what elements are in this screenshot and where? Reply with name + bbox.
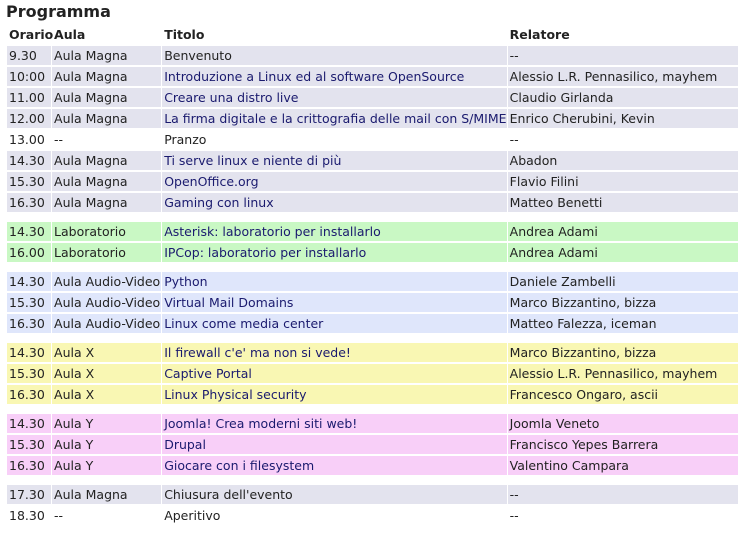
speaker-cell: -- <box>509 508 519 523</box>
room-cell: Laboratorio <box>52 243 161 262</box>
title-cell <box>162 172 506 191</box>
title-cell: Chiusura dell'evento <box>162 485 506 504</box>
room-cell: Aula Magna <box>52 193 161 212</box>
time-cell: 16.30 <box>7 456 51 475</box>
table-row <box>7 343 738 362</box>
time-cell: 14.30 <box>7 414 51 433</box>
title-cell <box>162 343 506 362</box>
time-cell: 16.30 <box>7 314 51 333</box>
schedule-body <box>7 46 738 525</box>
room-cell: Aula Magna <box>52 88 161 107</box>
time-cell: 18.30 <box>9 508 45 523</box>
table-row <box>7 293 738 312</box>
title-cell: Benvenuto <box>162 46 506 65</box>
speaker-cell: -- <box>509 132 519 147</box>
speaker-cell: -- <box>508 46 738 65</box>
table-row <box>7 130 738 149</box>
talk-link[interactable]: Introduzione a Linux ed al software OpenSource <box>164 69 465 84</box>
title-cell <box>162 293 506 312</box>
title-cell <box>162 364 506 383</box>
table-row <box>7 435 738 454</box>
talk-link[interactable]: Creare una distro live <box>164 90 299 105</box>
title-cell <box>162 314 506 333</box>
table-row <box>7 485 738 504</box>
talk-link[interactable]: Virtual Mail Domains <box>164 295 294 310</box>
time-cell: 16.00 <box>7 243 51 262</box>
title-cell <box>162 272 506 291</box>
room-cell: Aula X <box>52 385 161 404</box>
spacer-cell <box>508 406 738 412</box>
time-cell: 15.30 <box>7 172 51 191</box>
talk-link[interactable]: Joomla! Crea moderni siti web! <box>164 416 358 431</box>
talk-link[interactable]: Linux come media center <box>164 316 324 331</box>
table-row <box>7 385 738 404</box>
title-cell <box>162 414 506 433</box>
speaker-cell: Francesco Ongaro, ascii <box>508 385 738 404</box>
spacer-cell <box>508 214 738 220</box>
spacer-cell <box>7 335 51 341</box>
schedule-table <box>6 22 739 527</box>
page-title: Programma <box>6 2 111 21</box>
spacer-cell <box>7 406 51 412</box>
talk-link[interactable]: Ti serve linux e niente di più <box>164 153 342 168</box>
speaker-cell: Andrea Adami <box>508 222 738 241</box>
header-row <box>7 24 738 44</box>
table-row <box>7 414 738 433</box>
time-cell: 14.30 <box>7 151 51 170</box>
room-cell: Aula Magna <box>52 151 161 170</box>
time-cell: 16.30 <box>7 193 51 212</box>
time-cell: 15.30 <box>7 435 51 454</box>
column-header-title: Titolo <box>164 26 205 42</box>
speaker-cell: Marco Bizzantino, bizza <box>508 293 738 312</box>
title-cell <box>162 243 506 262</box>
group-spacer <box>7 264 738 270</box>
talk-link[interactable]: Asterisk: laboratorio per installarlo <box>164 224 381 239</box>
table-row <box>7 314 738 333</box>
speaker-cell: Alessio L.R. Pennasilico, mayhem <box>508 67 738 86</box>
title-cell <box>162 151 506 170</box>
table-row <box>7 222 738 241</box>
table-row <box>7 172 738 191</box>
talk-link[interactable]: OpenOffice.org <box>164 174 259 189</box>
time-cell: 12.00 <box>7 109 51 128</box>
spacer-cell <box>52 406 161 412</box>
group-spacer <box>7 406 738 412</box>
title-cell <box>162 88 506 107</box>
time-cell: 9.30 <box>7 46 51 65</box>
speaker-cell: Matteo Benetti <box>508 193 738 212</box>
speaker-cell: Flavio Filini <box>508 172 738 191</box>
room-cell: Aula Audio-Video <box>54 274 161 289</box>
room-cell: Aula Y <box>52 435 161 454</box>
title-cell <box>162 109 506 128</box>
time-cell: 15.30 <box>7 293 51 312</box>
table-row <box>7 193 738 212</box>
table-header <box>7 24 738 44</box>
title-cell <box>162 435 506 454</box>
title-cell <box>162 456 506 475</box>
room-cell: Aula Magna <box>52 67 161 86</box>
spacer-cell <box>52 214 161 220</box>
talk-link[interactable]: Giocare con i filesystem <box>164 458 315 473</box>
table-row <box>7 272 738 291</box>
spacer-cell <box>52 335 161 341</box>
time-cell: 16.30 <box>7 385 51 404</box>
spacer-cell <box>7 477 51 483</box>
title-cell <box>162 193 506 212</box>
spacer-cell <box>52 264 161 270</box>
time-cell: 14.30 <box>7 272 51 291</box>
room-cell: Aula Audio-Video <box>54 295 161 310</box>
table-row <box>7 109 738 128</box>
time-cell: 17.30 <box>7 485 51 504</box>
table-row <box>7 364 738 383</box>
talk-link[interactable]: Linux Physical security <box>164 387 307 402</box>
talk-link[interactable]: Python <box>164 274 208 289</box>
speaker-cell: Valentino Campara <box>508 456 738 475</box>
room-cell: Aula Audio-Video <box>54 316 161 331</box>
group-spacer <box>7 477 738 483</box>
spacer-cell <box>7 264 51 270</box>
table-row <box>7 456 738 475</box>
table-row <box>7 243 738 262</box>
talk-link[interactable]: Drupal <box>164 437 206 452</box>
speaker-cell: Enrico Cherubini, Kevin <box>508 109 738 128</box>
spacer-cell <box>7 214 51 220</box>
spacer-cell <box>162 335 506 341</box>
talk-link[interactable]: Captive Portal <box>164 366 252 381</box>
table-row <box>7 151 738 170</box>
speaker-cell: Joomla Veneto <box>508 414 738 433</box>
table-row <box>7 46 738 65</box>
column-header-speaker: Relatore <box>509 26 570 42</box>
time-cell: 14.30 <box>7 343 51 362</box>
speaker-cell: Francisco Yepes Barrera <box>508 435 738 454</box>
table-row <box>7 506 738 525</box>
spacer-cell <box>508 264 738 270</box>
speaker-cell: Alessio L.R. Pennasilico, mayhem <box>508 364 738 383</box>
speaker-cell: -- <box>508 485 738 504</box>
column-header-time: Orario <box>9 26 54 42</box>
time-cell: 14.30 <box>7 222 51 241</box>
time-cell: 13.00 <box>9 132 45 147</box>
time-cell: 10:00 <box>7 67 51 86</box>
group-spacer <box>7 335 738 341</box>
room-cell: -- <box>54 132 64 147</box>
speaker-cell: Andrea Adami <box>508 243 738 262</box>
talk-link[interactable]: Il firewall c'e' ma non si vede! <box>164 345 351 360</box>
title-cell <box>162 222 506 241</box>
table-row <box>7 67 738 86</box>
spacer-cell <box>508 477 738 483</box>
time-cell: 15.30 <box>7 364 51 383</box>
room-cell: -- <box>54 508 64 523</box>
room-cell: Aula Y <box>52 456 161 475</box>
talk-link[interactable]: La firma digitale e la crittografia delle mail con S/MIME <box>164 111 507 126</box>
speaker-cell: Marco Bizzantino, bizza <box>508 343 738 362</box>
spacer-cell <box>162 214 506 220</box>
spacer-cell <box>162 406 506 412</box>
speaker-cell: Matteo Falezza, iceman <box>508 314 738 333</box>
room-cell: Aula X <box>52 364 161 383</box>
title-cell: Pranzo <box>164 132 207 147</box>
room-cell: Aula Y <box>52 414 161 433</box>
time-cell: 11.00 <box>7 88 51 107</box>
table-row <box>7 88 738 107</box>
spacer-cell <box>52 477 161 483</box>
room-cell: Laboratorio <box>52 222 161 241</box>
spacer-cell <box>162 477 506 483</box>
room-cell: Aula Magna <box>52 46 161 65</box>
talk-link[interactable]: IPCop: laboratorio per installarlo <box>164 245 367 260</box>
title-cell: Aperitivo <box>164 508 221 523</box>
speaker-cell: Claudio Girlanda <box>508 88 738 107</box>
title-cell <box>162 67 506 86</box>
group-spacer <box>7 214 738 220</box>
talk-link[interactable]: Gaming con linux <box>164 195 274 210</box>
spacer-cell <box>162 264 506 270</box>
room-cell: Aula Magna <box>52 485 161 504</box>
room-cell: Aula Magna <box>52 109 161 128</box>
room-cell: Aula X <box>52 343 161 362</box>
speaker-cell: Abadon <box>508 151 738 170</box>
room-cell: Aula Magna <box>52 172 161 191</box>
speaker-cell: Daniele Zambelli <box>508 272 738 291</box>
title-cell <box>162 385 506 404</box>
column-header-room: Aula <box>54 26 86 42</box>
spacer-cell <box>508 335 738 341</box>
